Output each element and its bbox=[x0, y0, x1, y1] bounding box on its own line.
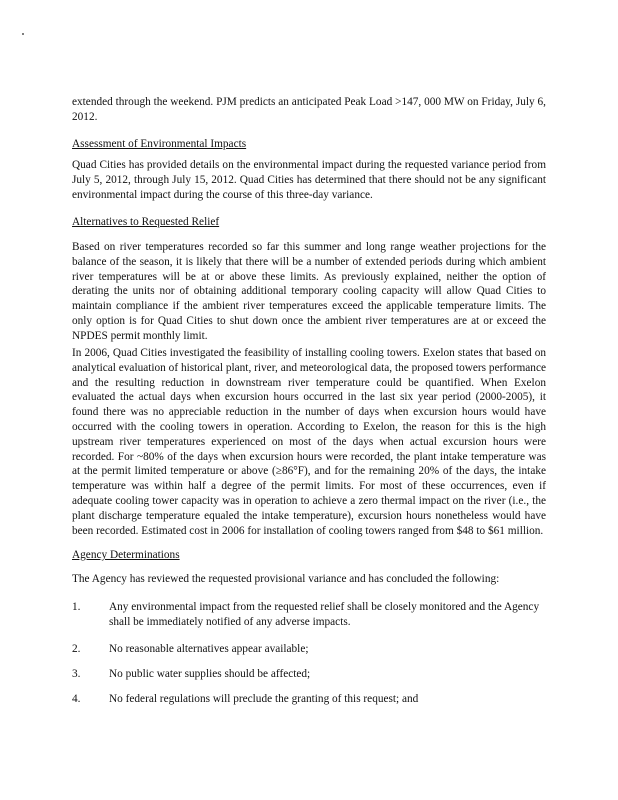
list-number: 1. bbox=[72, 601, 81, 613]
environmental-paragraph: Quad Cities has provided details on the environmental impact during the requested variance period from July 5, 2012, through July 15, 2012. Quad Cities has determined that there should not be any significant environmental impact during the course of this three-day variance. bbox=[72, 159, 546, 201]
list-text: No federal regulations will preclude the granting of this request; and bbox=[109, 693, 419, 705]
list-number: 3. bbox=[72, 668, 81, 680]
alternatives-paragraph-1: Based on river temperatures recorded so far this summer and long range weather projections for the balance of the season, it is likely that there will be a number of extended periods during which ambient river temperatures will be at or above these limits. As previously explained, neither the option of derating the units nor of obtaining additional temporary cooling capacity will allow Quad Cities to maintain compliance if the ambient river temperatures exceed the applicable temperature limits. The only option is for Quad Cities to shut down once the ambient river temperatures are at or exceed the NPDES permit monthly limit. bbox=[72, 241, 546, 342]
agency-lead: The Agency has reviewed the requested provisional variance and has concluded the following: bbox=[72, 573, 500, 585]
alternatives-heading: Alternatives to Requested Relief bbox=[72, 216, 220, 228]
list-text: No public water supplies should be affected; bbox=[109, 668, 311, 680]
agency-heading: Agency Determinations bbox=[72, 549, 180, 561]
environmental-heading: Assessment of Environmental Impacts bbox=[72, 138, 247, 150]
list-text: Any environmental impact from the requested relief shall be closely monitored and the Agency shall be immediately notified of any adverse impacts. bbox=[109, 601, 540, 628]
list-text: No reasonable alternatives appear available; bbox=[109, 643, 309, 655]
intro-paragraph: extended through the weekend. PJM predicts an anticipated Peak Load >147, 000 MW on Friday, July 6, 2012. bbox=[72, 96, 546, 123]
list-number: 2. bbox=[72, 643, 81, 655]
scan-speck bbox=[22, 33, 24, 35]
alternatives-paragraph-2: In 2006, Quad Cities investigated the feasibility of installing cooling towers. Exelon states that based on analytical evaluation of historical plant, river, and meteorological data, the proposed towers performance and the resulting reduction in downstream river temperature could be quantified. When Exelon evaluated the actual days when excursion hours occurred in the last six year period (2000-2005), it found there was no appreciable reduction in the number of days when excursion hours would have occurred with the cooling towers in operation. According to Exelon, the reason for this is the high upstream river temperatures experienced on most of the days when actual excursion hours were recorded. For ~80% of the days when excursion hours were recorded, the plant intake temperature was at the permit limited temperature or above (≥86°F), and for the remaining 20% of the days, the intake temperature was within half a degree of the permit limits. For most of these occurrences, even if adequate cooling tower capacity was in operation to achieve a zero thermal impact on the river (i.e., the plant discharge temperature equaled the intake temperature), excursion hours nonetheless would have been recorded. Estimated cost in 2006 for installation of cooling towers ranged from $48 to $61 million. bbox=[72, 347, 546, 537]
list-number: 4. bbox=[72, 693, 81, 705]
